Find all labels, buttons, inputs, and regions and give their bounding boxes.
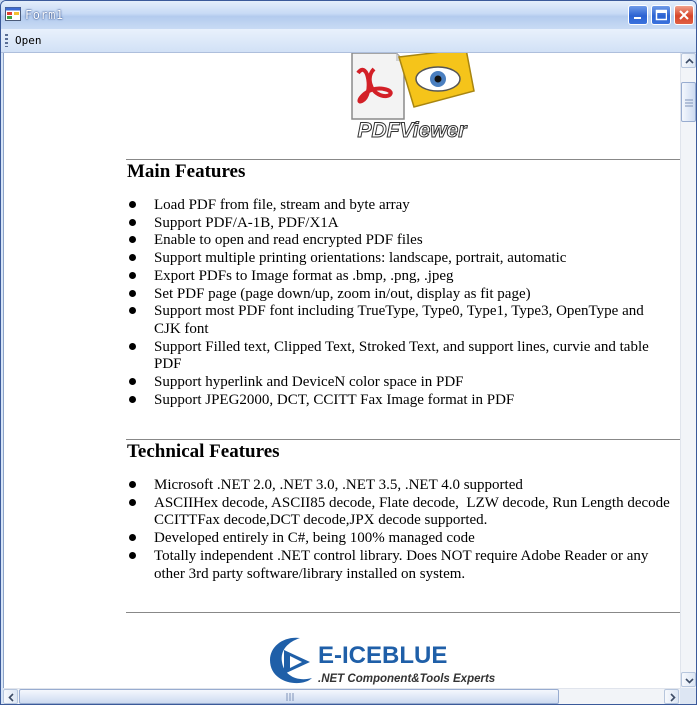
menu-item-open[interactable]: Open xyxy=(15,34,42,47)
horizontal-scrollbar[interactable] xyxy=(3,688,680,705)
divider xyxy=(126,612,681,613)
pdf-page xyxy=(4,53,681,688)
minimize-icon xyxy=(632,9,644,21)
divider xyxy=(126,159,681,160)
main-features-list xyxy=(126,197,681,409)
e-iceblue-logo-tagline: .NET Component&Tools Experts xyxy=(318,673,496,685)
e-iceblue-logo-name: E-ICEBLUE xyxy=(318,642,448,669)
chevron-up-icon xyxy=(685,57,694,66)
list-item: Enable to open and read encrypted PDF files xyxy=(126,232,681,250)
list-item: Load PDF from file, stream and byte array xyxy=(126,197,681,215)
list-item: ASCIIHex decode, ASCII85 decode, Flate decode, LZW decode, Run Length decode CCITTFax decode,DCT decode,JPX decode supported. xyxy=(126,495,681,530)
app-icon xyxy=(5,7,21,21)
scrollbar-corner xyxy=(680,688,696,704)
vertical-scrollbar[interactable] xyxy=(680,53,697,688)
title-bar[interactable] xyxy=(1,1,696,29)
maximize-button[interactable] xyxy=(651,5,671,25)
pdfviewer-logo xyxy=(344,53,479,143)
list-item: Support hyperlink and DeviceN color space in PDF xyxy=(126,374,681,392)
list-item: Support Filled text, Clipped Text, Stroked Text, and support lines, curvie and table PDF xyxy=(126,339,681,374)
scroll-right-button[interactable] xyxy=(664,689,679,704)
window-title: Form1 xyxy=(25,8,64,22)
section-heading: Technical Features xyxy=(127,441,280,462)
grip-icon xyxy=(286,693,294,701)
list-item: Developed entirely in C#, being 100% managed code xyxy=(126,530,681,548)
list-item: Support PDF/A-1B, PDF/X1A xyxy=(126,215,681,233)
scroll-up-button[interactable] xyxy=(681,53,696,68)
list-item: Support multiple printing orientations: landscape, portrait, automatic xyxy=(126,250,681,268)
list-item: Totally independent .NET control library. Does NOT require Adobe Reader or any other 3rd party software/library installed on system. xyxy=(126,548,681,583)
list-item: Support JPEG2000, DCT, CCITT Fax Image format in PDF xyxy=(126,392,681,410)
maximize-icon xyxy=(655,9,667,21)
close-icon xyxy=(678,9,690,21)
list-item: Support most PDF font including TrueType, Type0, Type1, Type3, OpenType and CJK font xyxy=(126,303,681,338)
toolstrip-grip[interactable] xyxy=(5,34,8,47)
chevron-down-icon xyxy=(685,676,694,685)
list-item: Set PDF page (page down/up, zoom in/out, display as fit page) xyxy=(126,286,681,304)
list-item: Export PDFs to Image format as .bmp, .png, .jpeg xyxy=(126,268,681,286)
scroll-left-button[interactable] xyxy=(3,689,18,704)
pdf-viewer[interactable] xyxy=(3,53,681,688)
chevron-right-icon xyxy=(668,693,677,702)
grip-icon xyxy=(685,99,693,107)
section-heading: Main Features xyxy=(127,161,246,182)
list-item: Microsoft .NET 2.0, .NET 3.0, .NET 3.5, .NET 4.0 supported xyxy=(126,477,681,495)
menu-bar xyxy=(1,29,696,53)
minimize-button[interactable] xyxy=(628,5,648,25)
e-iceblue-logo xyxy=(266,636,546,688)
close-button[interactable] xyxy=(674,5,694,25)
pdfviewer-logo-text: PDFViewer xyxy=(357,119,467,142)
scroll-down-button[interactable] xyxy=(681,672,696,687)
technical-features-list xyxy=(126,477,681,583)
vertical-scroll-thumb[interactable] xyxy=(681,82,696,122)
divider xyxy=(126,439,681,440)
chevron-left-icon xyxy=(7,693,16,702)
horizontal-scroll-thumb[interactable] xyxy=(19,689,559,704)
